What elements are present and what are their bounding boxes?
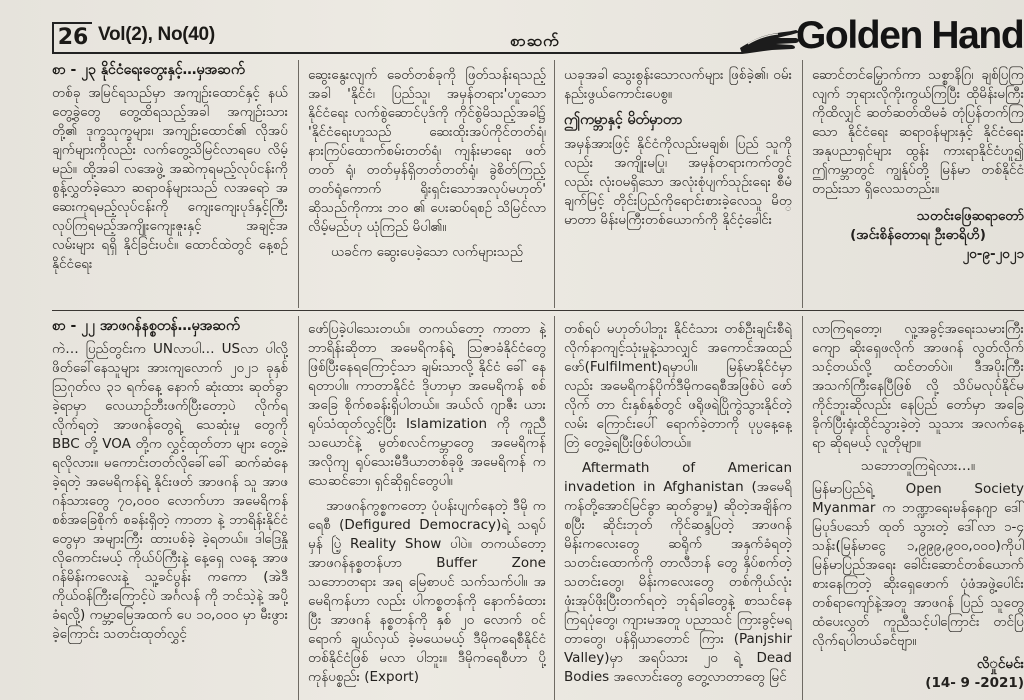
logo-text: Golden Hand [796,14,1024,57]
header-rule [52,52,742,54]
article-column-3 [564,320,792,700]
article-column-4 [812,320,1024,700]
article-headline: စာ - ၂၃ နိုင်ငံရေးတွေးနှင့်…မှအဆက် [52,62,245,78]
byline-date: ၂၀-၉-၂၀၂၁ [962,246,1024,262]
article-afghanistan [52,316,1024,700]
column-text: တစ်ခု အမြင်ရသည်မှာ အကျဉ်းထောင်နှင့် နယ်တွေ့ခွဲတွေ တွေ့ထိရသည့်အခါ အကျဉ်းသား တို့၏ ဒုက္ခသုက္ခများ၊ အကျဉ်းထောင်၏ လိုအပ် ချက်များကိုလည်း လက်တွေ့သိမြင်လာရပေ လိမ့် မည်။ ထို့အခါ လအေဖွဲ့ အဆဲကုရမည့်လုပ်ငန်းကို စွန့်လွှတ်ခဲ့သော ဆရာဝန်များသည် လအရောဲ အဆေးကုရမည့်လုပ်ငန်းကို ကျေးကျေးပုဒ်နှင့်ကြီး လုပ်ကြရမည့်အကျိုးကျေးဇူးနှင့် အချင့်အလမ်းများ ရရှိ နိုင်ခြင်းပင်။ ထောင်ထဲတွင် နေ့စဉ်နိုင်ငံရေး [52,85,288,272]
column-text-mid: သဘောတူကြရဲလား…။ [861,458,975,474]
golden-hand-logo [738,6,1024,60]
column-text: အာဖဂန်ကွစ္စကတော့ ပုံပန်းပျက်နေတဲ့ ဒီမို ကရေစီ (Defigured Democracy)ရဲ့ သရုပ်မှန် ပြဲ့ Reality Show ပါပဲ။ တကယ်တော့ အာဖဂန်နစ္စတန်ဟာ Buffer Zone သဘောတရား အရ မြေစာပင် သက်သက်ပါ။ အမေရိကန်ဟာ လည်း ပါကစ္စတန်ကို နောက်ခံထားပြီး အာဖဂန် နစ္စတန်ကို နှစ် ၂၀ လောက် ဝင်ရောက် ချယ်လှယ် ခဲ့မယေမယ့် ဒီမိုကရေစီနိုင်ငံတစ်နိုင်ငံဖြစ် မလာ ပါဘူး။ ဒီမိုကရေစီဟာ ပို့ကုန်ပစ္စည်း (Export) [308,498,546,685]
article-politics [52,60,1024,312]
column-text: တစ်ရပ် မဟုတ်ပါဘူး နိုင်ငံသား တစ်ဦးချင်းစီရဲ့ လိုက်နာကျင့်သုံးမှုနဲ့သာလျှင် အကောင်အထည် ဖော်(Fulfilment)ရမှာပါ။ မြန်မာနိုင်ငံမှာလည်း အမေရိကန်ပိုက်ဒီမိုကရေစီအဖြစ်ပဲ ဖော်လိုက် တာ င်းနှစ်နှစ်တွင် ဖရိုဖရဲပြိုကွဲသွားနိုင်တဲ့ လမ်း ကြောင်းပေါ် ရောက်ခဲ့တာကို ပုပ္ပနေ့နေ့ တြဲ တွေ့ခဲ့ရပြီးဖြစ်ပါတယ်။ [564,321,792,451]
column-divider [554,60,555,308]
article-separator [52,310,1024,311]
volume-issue: Vol(2), No(40) [98,24,215,45]
column-divider [802,60,803,308]
column-divider [298,60,299,308]
byline-name: လိှုင်မင်း [976,656,1024,672]
byline-date: (14- 9 -2021) [925,675,1024,691]
column-text: ဆွေးနွေးလျက် ခေတ်တစ်ခုကို ဖြတ်သန်းရသည့် အခါ 'နိုင်ငံ၊ ပြည်သူ၊ အမှန်တရား'ဟူသော နိုင်ငံရေး လက်စွဲဆောင်ပုဒ်ကို ကိုင်စွဲမိသည့်အခါ၌ 'နိုင်ငံရေးဟူသည် ဆေးထိုးအပ်ကိုင်တတ်ရံ၊ နားကြပ်ထောက်စမ်းတတ်ရံ၊ ကျန်းမာရေး ဖတ်တတ် ရုံ၊ တတ်မှန်ရှိတတ်တတ်ရုံ၊ ခွဲစိတ်ကြည့်တတ်ရုံကောက် ရိုးရှင်းသောအလုပ်မဟုတ်' ဆိုသည်ကိုကား ဘဝ ၏ ပေးဆပ်ရစဉ် သိမြင်လာလိမ့်မည်ဟု ယုံကြည် မိပါ၏။ [308,67,546,235]
article-column-2 [308,320,546,700]
article-column-1 [52,84,288,304]
article-column-1 [52,340,288,700]
column-text: အမှန်အားဖြင့် နိုင်ငံကိုလည်းမချစ်၊ ပြည် သူကိုလည်း အကျိုးမပြု၊ အမှန်တရားကက်တွင် လည်း လုံးဝမရှိသော အလုံးစုံပျက်သုဉ်းရေး စီမံ ချက်မြင့် တိုင်းပြည်ကိုရောင်းစားခဲ့လေသူ မိတ္ မာတာ မိန်းမကြီးတစ်ယောက်ကို နိုင်ငံ့ခေါင်း [564,136,792,228]
column-text: Aftermath of American invadetion in Afghanistan (အမေရိကန်တို့အောင်မြင်ခွာ ဆုတ်ခွာမှု) ဆိုတဲ့အချိန်ကစပြီး ဆိုင်းဘုတ် ကိုင်ဆန္ဒပြတဲ့ အာဖဂန်မိန်းကလေးတွေ ဆရိုက် အနှက်ခံရတဲ့ သတင်းထောက်ကို တာလီဘန် တွေ နှိပ်စက်တဲ့ သတင်းတွေ၊ မိန်းကလေးတွေ တစ်ကိုယ်လုံးဖုံးအုပ်ဖိုးပြီးတက်ရတဲ့ ဘုရ်ခါတွေနဲ့ စာသင်နေကြရပုံတွေ၊ ကျားမအတူ ပညာသင် ကြားခွင့်မရတာတွေ၊ ပန်ရှိယာတောင် ကြား (Panjshir Valley)မှာ အရပ်သား ၂၀ ရဲ့ Dead Bodies အလောင်းတွေ တွေ့လာတာတွေ မြင် [564,460,792,685]
article-column-2 [308,66,546,308]
page-number: 26 [52,22,92,54]
byline-org: (အင်းစိန်တောရ၊ ဦးဓာရိဟိ) [850,227,986,243]
article-headline: စာ - ၂၂ အာဖဂန်နစ္စတန်…မှအဆက် [52,318,240,334]
column-text: ကဲ… ပြည်တွင်းက UNလာပါ… USလာ ပါလို့ ဖိတ်ခေါ်နေသူများ အားကျလောက် ၂၀၂၁ ခုနှစ် ဩဂုတ်လ ၃၁ ရက်နေ့ နောက် ဆုံးထား ဆုတ်ခွာခဲ့ရာမှာ လေယာဉ်ဘီးဖက်ပြီးတော့ပဲ လိုက်ရ လိုက်ရတဲ့ အာဖဂန်တွေရဲ့ သေဆုံးမှု တွေကို BBC တို့ VOA တို့က လွှင့်ထုတ်တာ များ တွေ့ခဲ့ရလိုလား။ မကောင်းတတ်လိုခေါ်ခေါ် ဆက်ဆံနေခဲ့ရတဲ့ အမေရိကန်ရဲ့ နိုင်းဖတ် အာဖဂန် သူ အာဖဂန်သားတွေ ၇၀,၀၀၀ လောက်ဟာ အမေရိကန် စစ်အခြေစိုက် စခန်းရှိတဲ့ ကာတာ နဲ့ ဘာရိန်းနိုင်ငံတွေမှာ အများကြီး ထားပစ်ခဲ့ ခဲ့ရတယ်။ ဒါဒြေနှိုလိုကောင်းမယ့် ကိုယ်ပ်ကြီးနဲ့ နေ့ရှေ လနေ့ အာဖဂန်မိန်းကလေးနဲ့ သူ့ခင်ပွန်း ကကော (အဲဒီကိုယ်ဝန်ကြီးကြောင့်ပဲ အင်္ဂလန် ကို ဘင်သဲ့နဲ့ အပို့ခံရလို့) ကမ္ဘာ့မြေအထက် ပေ ၁၀,၀၀၀ မှာ မီးဖွားခဲ့ကြောင်း သတင်းထုတ်လွှင့် [52,341,288,642]
article-column-3 [564,66,792,308]
column-text: ဖော်ပြခဲ့ပါသေးတယ်။ တကယ်တော့ ကာတာ နဲ့ ဘာရိန်းဆိုတာ အမေရိကန်ရဲ့ ဩဇာခံနိုင်ငံတွေ ဖြစ်ပြီးနေရကြောင့်သာ ချမ်းသာလို့ နိုင်ငံ ခေါ် နေရတာပါ။ ကာတာနိုင်ငံ ဒိုဟာမှာ အမေရိကန် စစ်အခြေ စိုက်စခန်းရှိပါတယ်။ အယ်လ် ဂျာဇီး ယားရုပ်သံထုတ်လွှင့်ပြီး Islamization ကို ကူညီ သယောင်နဲ့ မွတ်စလင်ကမ္ဘာတွေ အမေရိကန် အလိုကျ ရုပ်သေးမီဒီယာတစ်ခုဖို့ အမေရိကန် က သေဆင်ဘေ၊ ရှင်ဆိုရှင်တွေပါ။ [308,321,546,489]
section-title: စာဆက် [510,31,560,50]
article-column-4 [812,66,1024,308]
column-text: ဆောင်တင်မြှောက်ကာ သစ္စာနိဂြ၊ ချစ်ပြကြလျက် ဘုရားလိုကိုးကွယ်ကြပြီး ထိုမိန်းမကြီးကိုထိလျှင် ဆတ်ဆတ်ထိမခံ တုံပြန်တက်ကြသော နိုင်ငံရေး ဆရာဝန်များနှင့် နိုင်ငံရေးအနုပညာရှင်များ ထွန်း ကားရာနိုင်ငံဟူ၍ ဤကမ္ဘာတွင် ကျွန်ုပ်တို့ မြန်မာ တစ်နိုင်ငံတည်းသာ ရှိလေသတည်း။ [812,67,1024,197]
column-divider [298,316,299,700]
column-text: မြန်မာပြည်ရဲ့ Open Society Myanmar က ဘဏ္ဍာရေးမန်နေဂျာ ဒေါ်မြပုဒ်ပသော် ထုတ် သွားတဲ့ ဒေါ်လာ ၁-၄ သန်း(မြန်မာငွေ ၁,၉၉၉,၉၀၀,၀၀၀)ကိုပါ မြန်မာပြည်အရေး ခေါင်းဆောင်တစ်ယောက်စားနေကြတဲ့ ဆိုးရှေဖောက် ပုံဖံအဖွဲ့ပေါင်းတစ်ရာကျော်နဲ့အတူ အာဖဂန် ပြည် သူတွေထံပေးလွှတ် ကူညီသင့်ပါကြောင်း တင်ပြ လိုက်ရပါတယ်ခင်ဗျာ။ [812,481,1024,649]
column-subheading: ဤကမ္ဘာနှင့် မိတ်မှာတာ [564,112,683,128]
byline-name: သတင်းဖြေဆရာတော် [916,208,1024,224]
column-divider [554,316,555,700]
column-text: လာကြရတော့၊ လူ့အခွင့်အရေးသမားကြီး ကျော ဆိုးရှေဖလိုက် အာဖဂန် လွတ်လိုက်သင့်တယ်လို့ ထင်တတ်ပဲ။ ဒီအပိုးကြီး အသက်ကြီးနေပြီဖြစ် လို့ သိပ်မလုပ်နိုင်မကိုင်ဘူးဆိုလည်း နေပြည် တော်မှာ အခြေခိုက်ပြီးရုံးထိုင်သွားခဲ့တဲ့ သူသား အလက်နေ့ရာ ဆိုရမယ့် လူတိုမျာ။ [812,321,1024,451]
page-header [0,0,1024,57]
column-divider [802,316,803,700]
column-text: ယခုအခါ သွေးစွန်းသောလက်များ ဖြစ်ခဲ့၏၊ ဝမ်း နည်းဖွယ်ကောင်းပေစွ။ [564,67,792,102]
column-text-tail: ယခင်က ဆွေးပေခဲ့သော လက်များသည် [330,244,524,260]
